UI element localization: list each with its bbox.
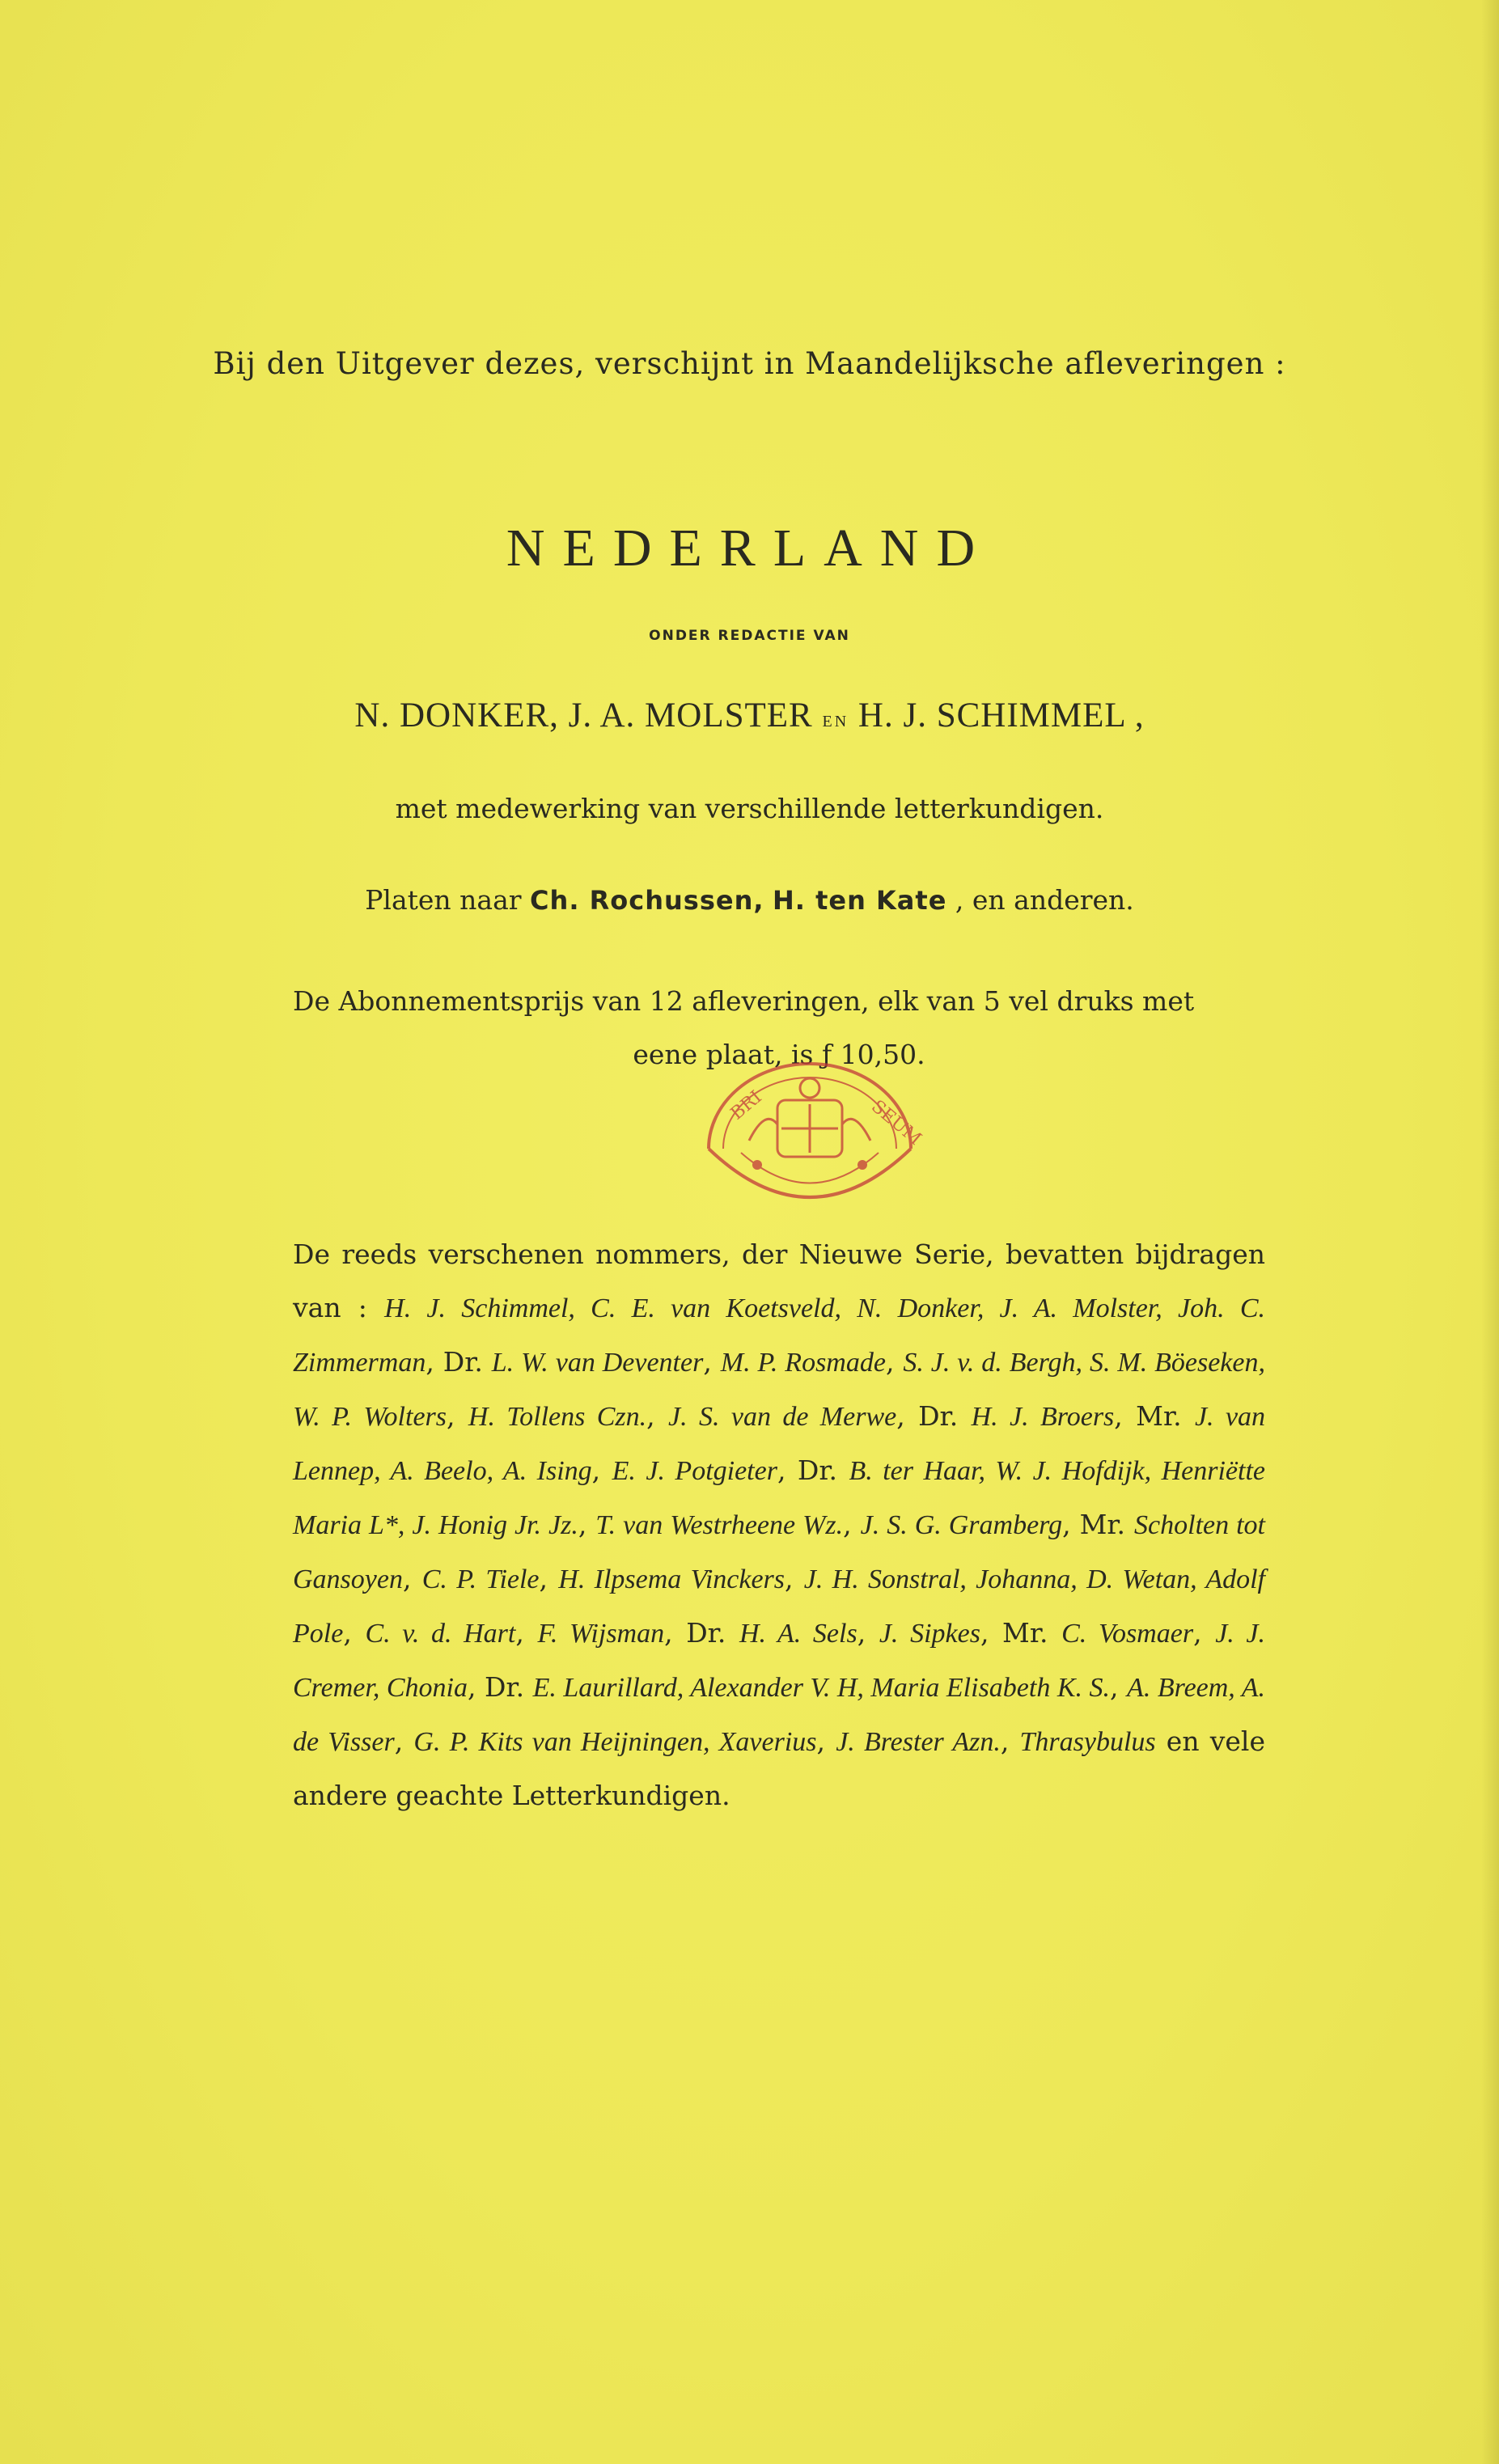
contributor-names: E. J. Potgieter [612,1456,777,1486]
editors-part2: H. J. SCHIMMEL , [857,696,1145,735]
contributors-text: , [343,1617,366,1649]
contributor-names: J. Sipkes [879,1619,980,1649]
contributor-names: J. S. G. Gramberg [860,1510,1063,1540]
contributors-text: , Dr. [896,1400,972,1432]
contributors-text: , Dr. [426,1346,492,1378]
contributor-names: H. J. Broers [971,1402,1115,1432]
editors-part1: N. DONKER, J. A. MOLSTER [354,696,813,735]
artist-rochussen: Ch. Rochussen [530,885,754,916]
contributors-text: De reeds verschenen nommers, der Nieuwe Serie, bevatten bijdragen van : [293,1238,1265,1323]
contributors-text: , [515,1617,538,1649]
contributor-names: J. S. van de Merwe [668,1402,897,1432]
contributor-names: M. P. Rosmade [720,1348,886,1378]
platen-suffix: , en anderen. [955,884,1134,916]
contributor-names: G. P. Kits van Heijningen, Xaverius [413,1727,817,1757]
contributors-text: , Dr. [664,1617,739,1649]
platen-line [0,884,1499,916]
contributor-names: C. Vosmaer [1061,1619,1194,1649]
contributor-names: C. v. d. Hart [365,1619,516,1649]
contributors-paragraph [293,1228,1265,1823]
contributors-text: , Dr. [777,1454,849,1486]
contributors-text: , [816,1725,836,1757]
abonnement-line2: eene plaat, is ƒ 10,50. [633,1039,925,1070]
contributors-text: , Mr. [1062,1509,1135,1540]
contributor-names: B. ter Haar, W. J. Hofdijk, Henriëtte Maria L*, J. Honig Jr. Jz. [293,1456,1266,1540]
contributors-text: , [785,1563,804,1594]
contributor-names: J. H. Sonstral, Johanna, D. Wetan, Adolf Pole [293,1564,1266,1649]
contributors-text: , [402,1563,422,1594]
contributor-names: C. P. Tiele [421,1564,540,1594]
journal-title: NEDERLAND [506,519,993,578]
contributor-names: J. van Lennep, A. Beelo, A. Ising [293,1402,1266,1486]
contributor-names: H. J. Schimmel, C. E. van Koetsveld, N. Donker, J. A. Molster, Joh. C. Zimmerman [293,1293,1266,1378]
contributors-text: , [885,1346,904,1378]
contributor-names: A. Breem, A. de Visser [293,1673,1265,1757]
contributors-text: , [857,1617,879,1649]
contributor-names: T. van Westrheene Wz. [595,1510,844,1540]
contributors-text: , [539,1563,559,1594]
redactie-label: ONDER REDACTIE VAN [649,628,850,644]
contributor-names: S. J. v. d. Bergh, S. M. Böeseken, W. P. Wolters [293,1348,1265,1432]
contributor-names: H. Tollens Czn. [468,1402,647,1432]
artist-separator: , [753,885,764,916]
intro-text: Bij den Uitgever dezes, verschijnt in Maandelijksche afleveringen : [213,346,1286,381]
contributors-text: , [591,1454,612,1486]
medewerking-line: met medewerking van verschillende letterkundigen. [395,793,1104,824]
svg-text:BRI: BRI [726,1086,766,1124]
contributor-names: H. A. Sels [739,1619,857,1649]
svg-text:SEUM: SEUM [867,1096,925,1150]
editors-en: EN [822,713,849,730]
contributor-names: J. Brester Azn. [836,1727,1001,1757]
contributor-names: F. Wijsman [537,1619,665,1649]
library-stamp-icon [692,1044,927,1213]
contributors-text: , Mr. [1114,1400,1195,1432]
abonnement-line1: De Abonnementsprijs van 12 afleveringen, elk van 5 vel druks met [293,985,1195,1017]
contributor-names: J. J. Cremer, Chonia [293,1619,1266,1703]
contributor-names: L. W. van Deventer [491,1348,704,1378]
contributors-text: , [447,1400,468,1432]
contributors-text: , [1000,1725,1020,1757]
contributor-names: Thrasybulus [1019,1727,1156,1757]
contributors-text: , [578,1509,596,1540]
artist-ten-kate: H. ten Kate [773,885,947,916]
contributors-text: , [703,1346,721,1378]
contributors-text: , Dr. [467,1671,533,1703]
contributors-text: , [1110,1671,1128,1703]
platen-prefix: Platen naar [365,884,522,916]
contributors-text: , [1193,1617,1216,1649]
contributors-text: , Mr. [980,1617,1062,1649]
contributor-names: E. Laurillard, Alexander V. H, Maria Elisabeth K. S. [532,1673,1111,1703]
contributors-text: en vele andere geachte Letterkundigen. [293,1725,1266,1811]
contributors-text: , [843,1509,861,1540]
contributors-text: , [394,1725,414,1757]
contributor-names: Scholten tot Gansoyen [293,1510,1265,1594]
contributor-names: H. Ilpsema Vinckers [558,1564,785,1594]
editors-line [0,696,1499,735]
contributors-text: , [646,1400,668,1432]
